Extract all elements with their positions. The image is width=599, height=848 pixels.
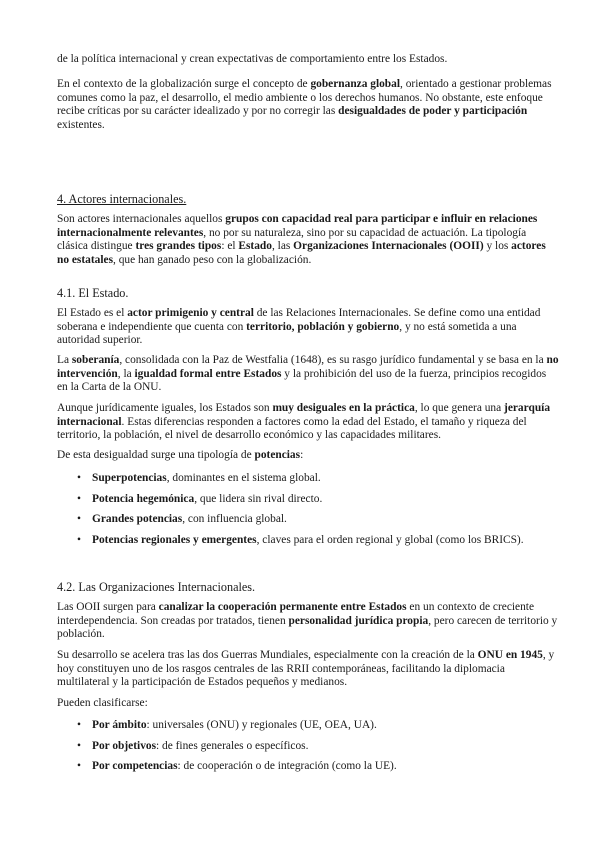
list-item: • Grandes potencias, con influencia global. [57,513,559,527]
paragraph-intro-tail: de la política internacional y crean expectativas de comportamiento entre los Estados. [57,53,448,65]
paragraph-oi-3: Pueden clasificarse: [57,697,148,709]
list-item: • Superpotencias, dominantes en el sistema global. [57,472,559,486]
paragraph-estado-2: La soberanía, consolidada con la Paz de Westfalia (1648), es su rasgo jurídico fundamental y se basa en la no intervención, la igualdad formal entre Estados y la prohibición del uso de la fuerza, principios recogidos en la Carta de la ONU. [57,354,559,394]
list-item: • Por ámbito: universales (ONU) y regionales (UE, OEA, UA). [57,719,559,733]
list-item: • Por objetivos: de fines generales o específicos. [57,740,559,754]
list-potencias [57,472,559,547]
heading-actores: 4. Actores internacionales. [57,192,187,206]
paragraph-oi-2: Su desarrollo se acelera tras las dos Guerras Mundiales, especialmente con la creación de la ONU en 1945, y hoy constituyen uno de los rasgos centrales de las RRII contemporáneas, facilitando la diplomacia multilateral y la participación de Estados pequeños y medianos. [57,649,555,689]
heading-estado: 4.1. El Estado. [57,286,129,300]
list-item: • Potencias regionales y emergentes, claves para el orden regional y global (como los BRICS). [57,534,559,548]
heading-organizaciones: 4.2. Las Organizaciones Internacionales. [57,580,256,594]
paragraph-estado-3: Aunque jurídicamente iguales, los Estados son muy desiguales en la práctica, lo que genera una jerarquía internacional. Estas diferencias responden a factores como la edad del Estado, el tamaño y riqueza del territorio, la población, el nivel de desarrollo económico y las capacidades militares. [57,402,551,442]
paragraph-estado-4: De esta desigualdad surge una tipología de potencias: [57,449,304,461]
paragraph-oi-1: Las OOII surgen para canalizar la cooperación permanente entre Estados en un contexto de creciente interdependencia. Son creadas por tratados, tienen personalidad jurídica propia, pero carecen de territorio y población. [57,601,558,641]
list-clasificacion [57,719,559,774]
list-item: • Por competencias: de cooperación o de integración (como la UE). [57,760,559,774]
list-item: • Potencia hegemónica, que lidera sin rival directo. [57,493,559,507]
paragraph-gobernanza: En el contexto de la globalización surge el concepto de gobernanza global, orientado a gestionar problemas comunes como la paz, el desarrollo, el medio ambiente o los derechos humanos. No obstante, este enfoque recibe críticas por su carácter idealizado y por no corregir las desigualdades de poder y participación existentes. [57,78,552,131]
paragraph-actores: Son actores internacionales aquellos grupos con capacidad real para participar e influir en relaciones internacionalmente relevantes, no por su naturaleza, sino por su capacidad de actuación. La tipología clásica distingue tres grandes tipos: el Estado, las Organizaciones Internacionales (OOII) y los actores no estatales, que han ganado peso con la globalización. [57,213,546,266]
paragraph-estado-1: El Estado es el actor primigenio y central de las Relaciones Internacionales. Se define como una entidad soberana e independiente que cuenta con territorio, población y gobierno, y no está sometida a una autoridad superior. [57,307,541,347]
